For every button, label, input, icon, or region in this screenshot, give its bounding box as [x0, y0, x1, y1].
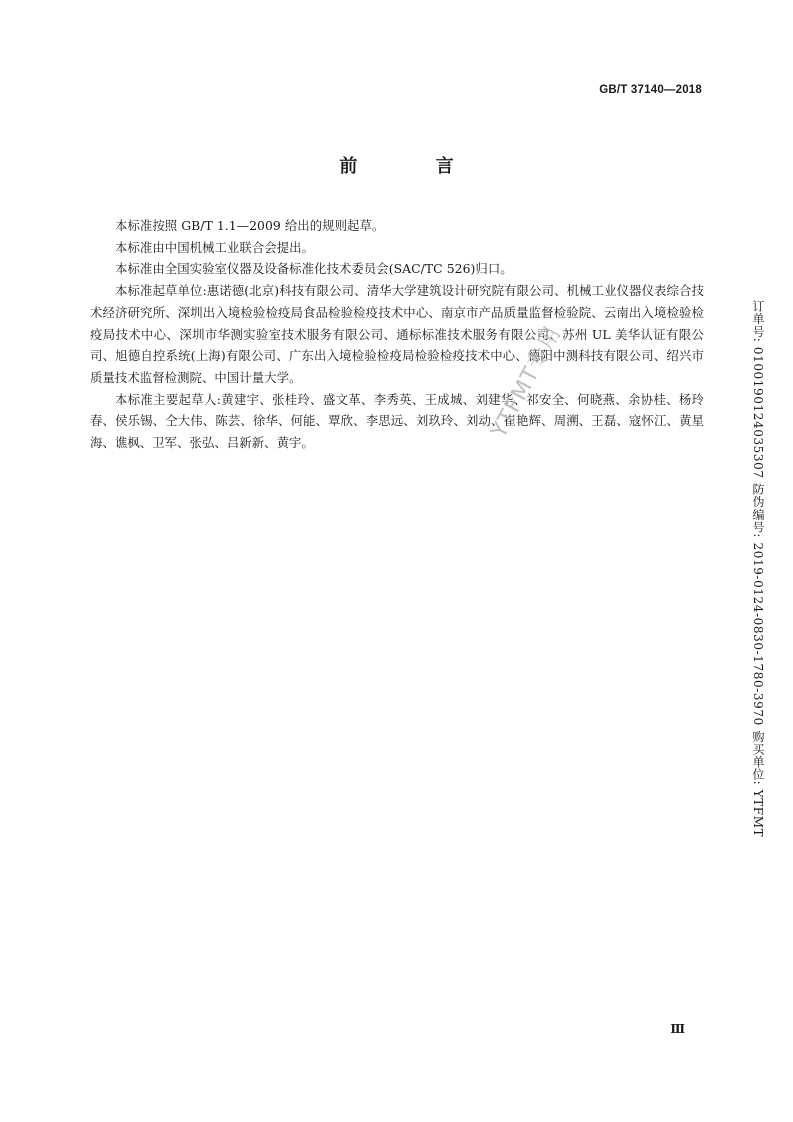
watermark: YTFMT专用	[486, 322, 567, 443]
order-info-side-text: 订单号: 0100190124035307 防伪编号: 2019-0124-0830-1780-3970 购买单位: YTFMT	[751, 300, 765, 838]
paragraph-committee: 本标准由全国实验室仪器及设备标准化技术委员会(SAC/TC 526)归口。	[115, 261, 513, 277]
standard-code: GB/T 37140—2018	[599, 84, 702, 96]
paragraph-drafting-rules: 本标准按照 GB/T 1.1—2009 给出的规则起草。	[115, 218, 385, 233]
paragraph-drafting-units: 本标准起草单位:惠诺德(北京)科技有限公司、清华大学建筑设计研究院有限公司、机械工业仪器仪表综合技术经济研究所、深圳出入境检验检疫局食品检验检疫技术中心、南京市产品质量监督检验院、云南出入境检验检疫局技术中心、深圳市华测实验室技术服务有限公司、通标标准技术服务有限公司、苏州 UL 美华认证有限公司、旭德自控系统(上海)有限公司、广东出入境检验检疫局检验检疫技术中心、德阳中测科技有限公司、绍兴市质量技术监督检测院、中国计量大学。	[90, 283, 704, 385]
page-title: 前 言	[339, 156, 490, 177]
foreword-body	[90, 215, 704, 454]
paragraph-proposer: 本标准由中国机械工业联合会提出。	[115, 239, 315, 255]
page-number: Ⅲ	[670, 1022, 685, 1036]
paragraph-drafters: 本标准主要起草人:黄建宇、张桂玲、盛文革、李秀英、王成城、刘建华、祁安全、何晓燕、余协桂、杨玲春、侯乐锡、仝大伟、陈芸、徐华、何能、覃欣、李思远、刘玖玲、刘动、崔艳辉、周溯、王磊、寇怀江、黄星海、谯枫、卫军、张弘、吕新新、黄宇。	[90, 391, 704, 451]
